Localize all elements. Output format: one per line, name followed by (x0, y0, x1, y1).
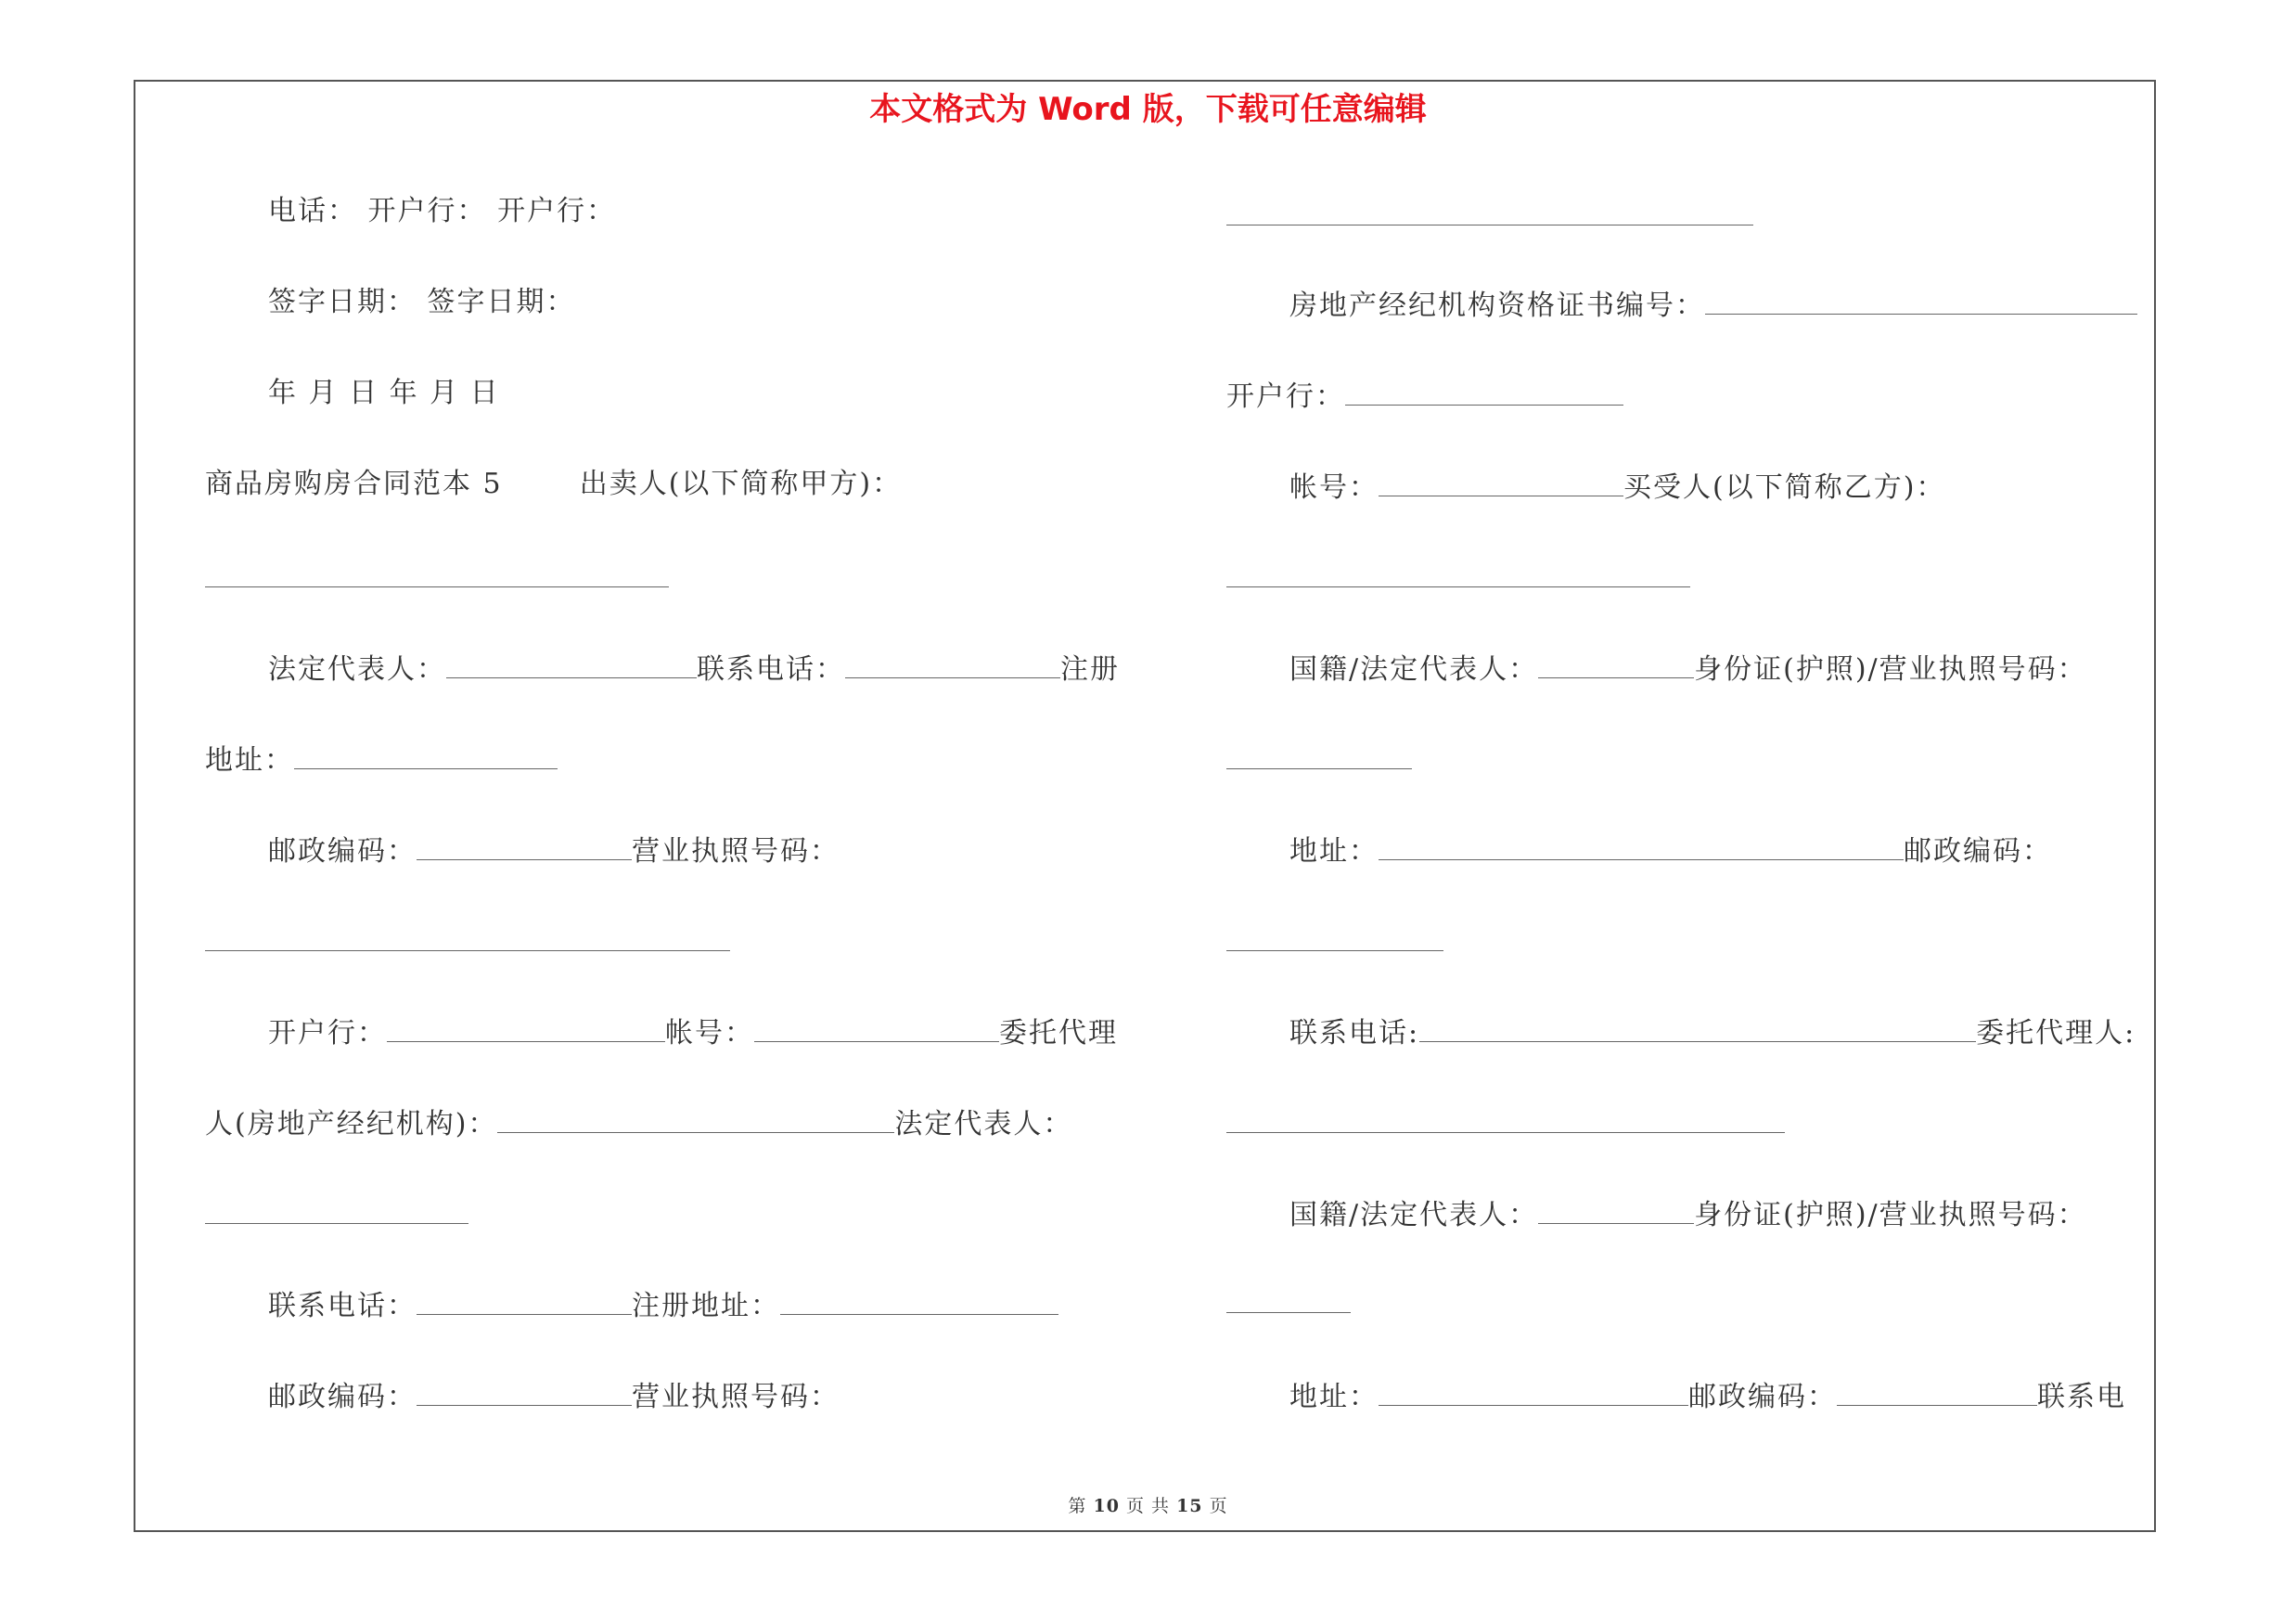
buyer-address-blank (1379, 828, 1904, 860)
agency-label: 人(房地产经纪机构)： (205, 1108, 498, 1140)
agency-postcode-blank (417, 1373, 632, 1406)
left-line-agency-postcode (268, 1373, 840, 1418)
buyer-label: 买受人(以下简称乙方)： (1623, 471, 1946, 504)
right-line-account-buyer (1289, 464, 1945, 509)
contract-title: 商品房购房合同范本 5 (205, 468, 503, 500)
footer-middle: 页 共 (1125, 1496, 1171, 1516)
seller-bank-label: 开户行： (268, 1017, 387, 1050)
seller-account-blank (754, 1010, 999, 1042)
agent-phone-label: 联系电 (2037, 1381, 2126, 1413)
buyer-nationality-label: 国籍/法定代表人： (1289, 653, 1539, 686)
right-line-bank (1226, 373, 1623, 418)
left-line-phone-bank (268, 191, 616, 232)
seller-bank-blank (387, 1010, 665, 1042)
right-line-agent-nationality (1289, 1191, 2087, 1236)
agent-nationality-label: 国籍/法定代表人： (1289, 1199, 1539, 1231)
right-line-cert-no (1289, 282, 2137, 327)
agency-address-blank (780, 1282, 1058, 1315)
footer-prefix: 第 (1068, 1496, 1087, 1516)
buyer-phone-blank (1419, 1010, 1976, 1042)
agent-address-blank (1379, 1373, 1688, 1406)
agency-cert-blank (1705, 282, 2137, 315)
left-line-agency-phone (268, 1282, 1058, 1327)
agency-cert-label: 房地产经纪机构资格证书编号： (1289, 290, 1705, 322)
seller-phone-blank (845, 646, 1060, 678)
total-page-number: 15 (1176, 1496, 1203, 1516)
agent-postcode-label: 邮政编码： (1688, 1381, 1837, 1413)
agency-bank-label: 开户行： (1226, 380, 1345, 413)
seller-postcode-label: 邮政编码： (268, 835, 417, 868)
buyer-postcode-label: 邮政编码： (1904, 835, 2052, 868)
left-line-legal-rep (268, 646, 1120, 690)
left-line-bank-account (268, 1010, 1118, 1054)
left-sign-date-label: 签字日期： 签字日期： (268, 286, 576, 318)
buyer-id-blank (1226, 768, 1412, 769)
buyer-nationality-blank (1538, 646, 1694, 678)
agent-id-label: 身份证(护照)/营业执照号码： (1694, 1199, 2087, 1231)
seller-register-label: 注册 (1060, 653, 1120, 686)
agent-postcode-blank (1837, 1373, 2037, 1406)
buyer-id-label: 身份证(护照)/营业执照号码： (1694, 653, 2087, 686)
agency-address-label: 注册地址： (632, 1290, 780, 1322)
buyer-phone-label: 联系电话: (1289, 1017, 1420, 1050)
agency-phone-label: 联系电话： (268, 1290, 417, 1322)
left-line-contract-title (205, 464, 902, 505)
agent-address-label: 地址： (1289, 1381, 1379, 1413)
buyer-agent-blank (1226, 1132, 1785, 1133)
agency-postcode-label: 邮政编码： (268, 1381, 417, 1413)
agency-legal-rep-blank (205, 1223, 468, 1224)
agency-blank (497, 1101, 894, 1133)
seller-legal-rep-blank (446, 646, 697, 678)
page-footer (0, 1494, 2296, 1518)
left-date-ymd-label: 年 月 日 年 月 日 (268, 377, 500, 409)
buyer-agent-label: 委托代理人: (1976, 1017, 2136, 1050)
seller-agent-label: 委托代理 (999, 1017, 1118, 1050)
left-line-date-ymd (268, 373, 500, 414)
agency-bank-blank (1345, 373, 1623, 406)
seller-address-blank (294, 737, 558, 769)
seller-license-label: 营业执照号码： (632, 835, 840, 868)
format-banner: 本文格式为 Word 版，下载可任意编辑 (869, 91, 1427, 128)
agency-account-blank (1379, 464, 1623, 496)
agent-nationality-blank (1538, 1191, 1694, 1224)
agency-license-label: 营业执照号码： (632, 1381, 840, 1413)
agency-legal-rep-label: 法定代表人： (894, 1108, 1073, 1140)
seller-license-blank (205, 950, 730, 951)
right-line-address (1289, 828, 2052, 872)
buyer-postcode-blank (1226, 950, 1443, 951)
agent-id-blank (1226, 1312, 1351, 1313)
footer-suffix: 页 (1209, 1496, 1228, 1516)
left-line-sign-date (268, 282, 576, 323)
seller-name-blank (205, 586, 669, 587)
left-line-agency (205, 1101, 1072, 1145)
seller-label: 出卖人(以下简称甲方)： (579, 468, 903, 500)
right-line-nationality (1289, 646, 2087, 690)
seller-phone-label: 联系电话： (697, 653, 845, 686)
left-line-postcode (268, 828, 840, 872)
right-line-phone (1289, 1010, 2136, 1054)
buyer-name-blank (1226, 586, 1690, 587)
seller-legal-rep-label: 法定代表人： (268, 653, 446, 686)
agency-account-label: 帐号： (1289, 471, 1379, 504)
left-phone-bank-label: 电话： 开户行： 开户行： (268, 195, 617, 227)
seller-postcode-blank (417, 828, 632, 860)
current-page-number: 10 (1093, 1496, 1120, 1516)
seller-address-label: 地址： (205, 744, 294, 777)
agency-phone-blank (417, 1282, 632, 1315)
left-line-address (205, 737, 558, 781)
right-line-agent-address (1289, 1373, 2126, 1418)
buyer-address-label: 地址： (1289, 835, 1379, 868)
seller-account-label: 帐号： (665, 1017, 754, 1050)
